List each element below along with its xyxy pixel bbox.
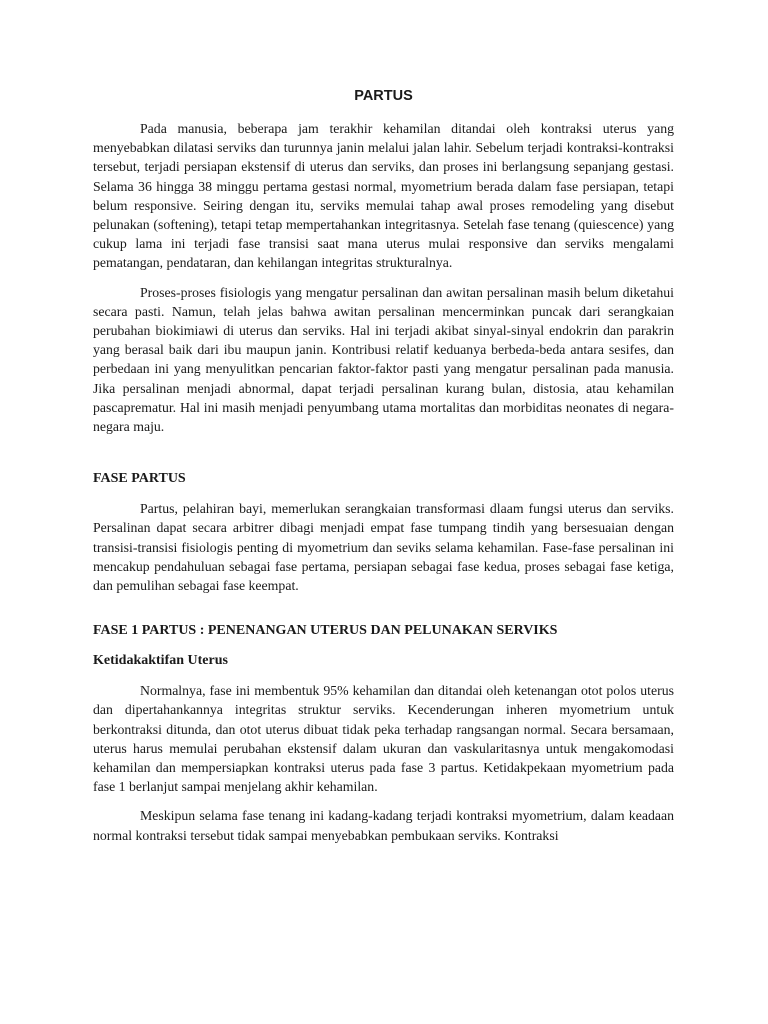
intro-paragraph-1: Pada manusia, beberapa jam terakhir kehamilan ditandai oleh kontraksi uterus yang menyebabkan dilatasi serviks dan turunnya janin melalui jalan lahir. Sebelum terjadi kontraksi-kontraksi tersebut, terjadi persiapan ekstensif di uterus dan serviks, dan proses ini berlangsung sepanjang gestasi. Selama 36 hingga 38 minggu pertama gestasi normal, myometrium berada dalam fase persiapan, tetapi belum responsive. Seiring dengan itu, serviks memulai tahap awal proses remodeling yang disebut pelunakan (softening), tetapi tetap mempertahankan integritasnya. Setelah fase tenang (quiescence) yang cukup lama ini terjadi fase transisi saat mana uterus mulai responsive dan serviks mengalami pematangan, pendataran, dan kehilangan integritas strukturalnya. bbox=[93, 121, 674, 271]
document-page bbox=[93, 86, 674, 845]
document-title: PARTUS bbox=[354, 88, 413, 104]
subheading-ketidakaktifan-uterus: Ketidakaktifan Uterus bbox=[93, 653, 228, 669]
section-paragraph-fase-1-a: Normalnya, fase ini membentuk 95% kehamilan dan ditandai oleh ketenangan otot polos uterus dan dipertahankannya integritas struktur serviks. Kecenderungan inheren myometrium untuk berkontraksi ditunda, dan otot uterus dibuat tidak peka terhadap rangsangan normal. Secara bersamaan, uterus harus memulai perubahan ekstensif dalam ukuran dan vaskularitasnya untuk mengakomodasi kehamilan dan mempersiapkan kontraksi uterus pada fase 3 partus. Ketidakpekaan myometrium pada fase 1 berlanjut sampai menjelang akhir kehamilan. bbox=[93, 683, 674, 795]
spacer bbox=[93, 796, 674, 806]
spacer bbox=[93, 671, 674, 681]
section-heading-fase-partus: FASE PARTUS bbox=[93, 471, 186, 487]
section-paragraph-fase-partus: Partus, pelahiran bayi, memerlukan serangkaian transformasi dlaam fungsi uterus dan serviks. Persalinan dapat secara arbitrer dibagi menjadi empat fase tumpang tindih yang bersesuaian dengan transisi-transisi fisiologis penting di myometrium dan seviks selama kehamilan. Fase-fase persalinan ini mencakup pendahuluan sebagai fase pertama, persiapan sebagai fase kedua, proses sebagai fase ketiga, dan pemulihan sebagai fase keempat. bbox=[93, 501, 674, 594]
section-heading-fase-1: FASE 1 PARTUS : PENENANGAN UTERUS DAN PELUNAKAN SERVIKS bbox=[93, 623, 558, 639]
spacer bbox=[93, 641, 674, 651]
intro-paragraph-2: Proses-proses fisiologis yang mengatur persalinan dan awitan persalinan masih belum diketahui secara pasti. Namun, telah jelas bahwa awitan persalinan mencerminkan puncak dari serangkaian perubahan biokimiawi di uterus dan serviks. Hal ini terjadi akibat sinyal-sinyal endokrin dan parakrin yang berasal baik dari ibu maupun janin. Kontribusi relatif keduanya berbeda-beda antara sesifes, dan perbedaan ini yang menyulitkan pencarian faktor-faktor pasti yang mengatur persalinan pada manusia. Jika persalinan menjadi abnormal, dapat terjadi persalinan kurang bulan, distosia, atau kehamilan pascaprematur. Hal ini masih menjadi penyumbang utama mortalitas dan morbiditas neonates di negara-negara maju. bbox=[93, 284, 674, 435]
spacer bbox=[93, 595, 674, 621]
spacer bbox=[93, 273, 674, 283]
spacer bbox=[93, 489, 674, 499]
spacer bbox=[93, 436, 674, 469]
section-paragraph-fase-1-b: Meskipun selama fase tenang ini kadang-kadang terjadi kontraksi myometrium, dalam keadaan normal kontraksi tersebut tidak sampai menyebabkan pembukaan serviks. Kontraksi bbox=[93, 808, 674, 843]
